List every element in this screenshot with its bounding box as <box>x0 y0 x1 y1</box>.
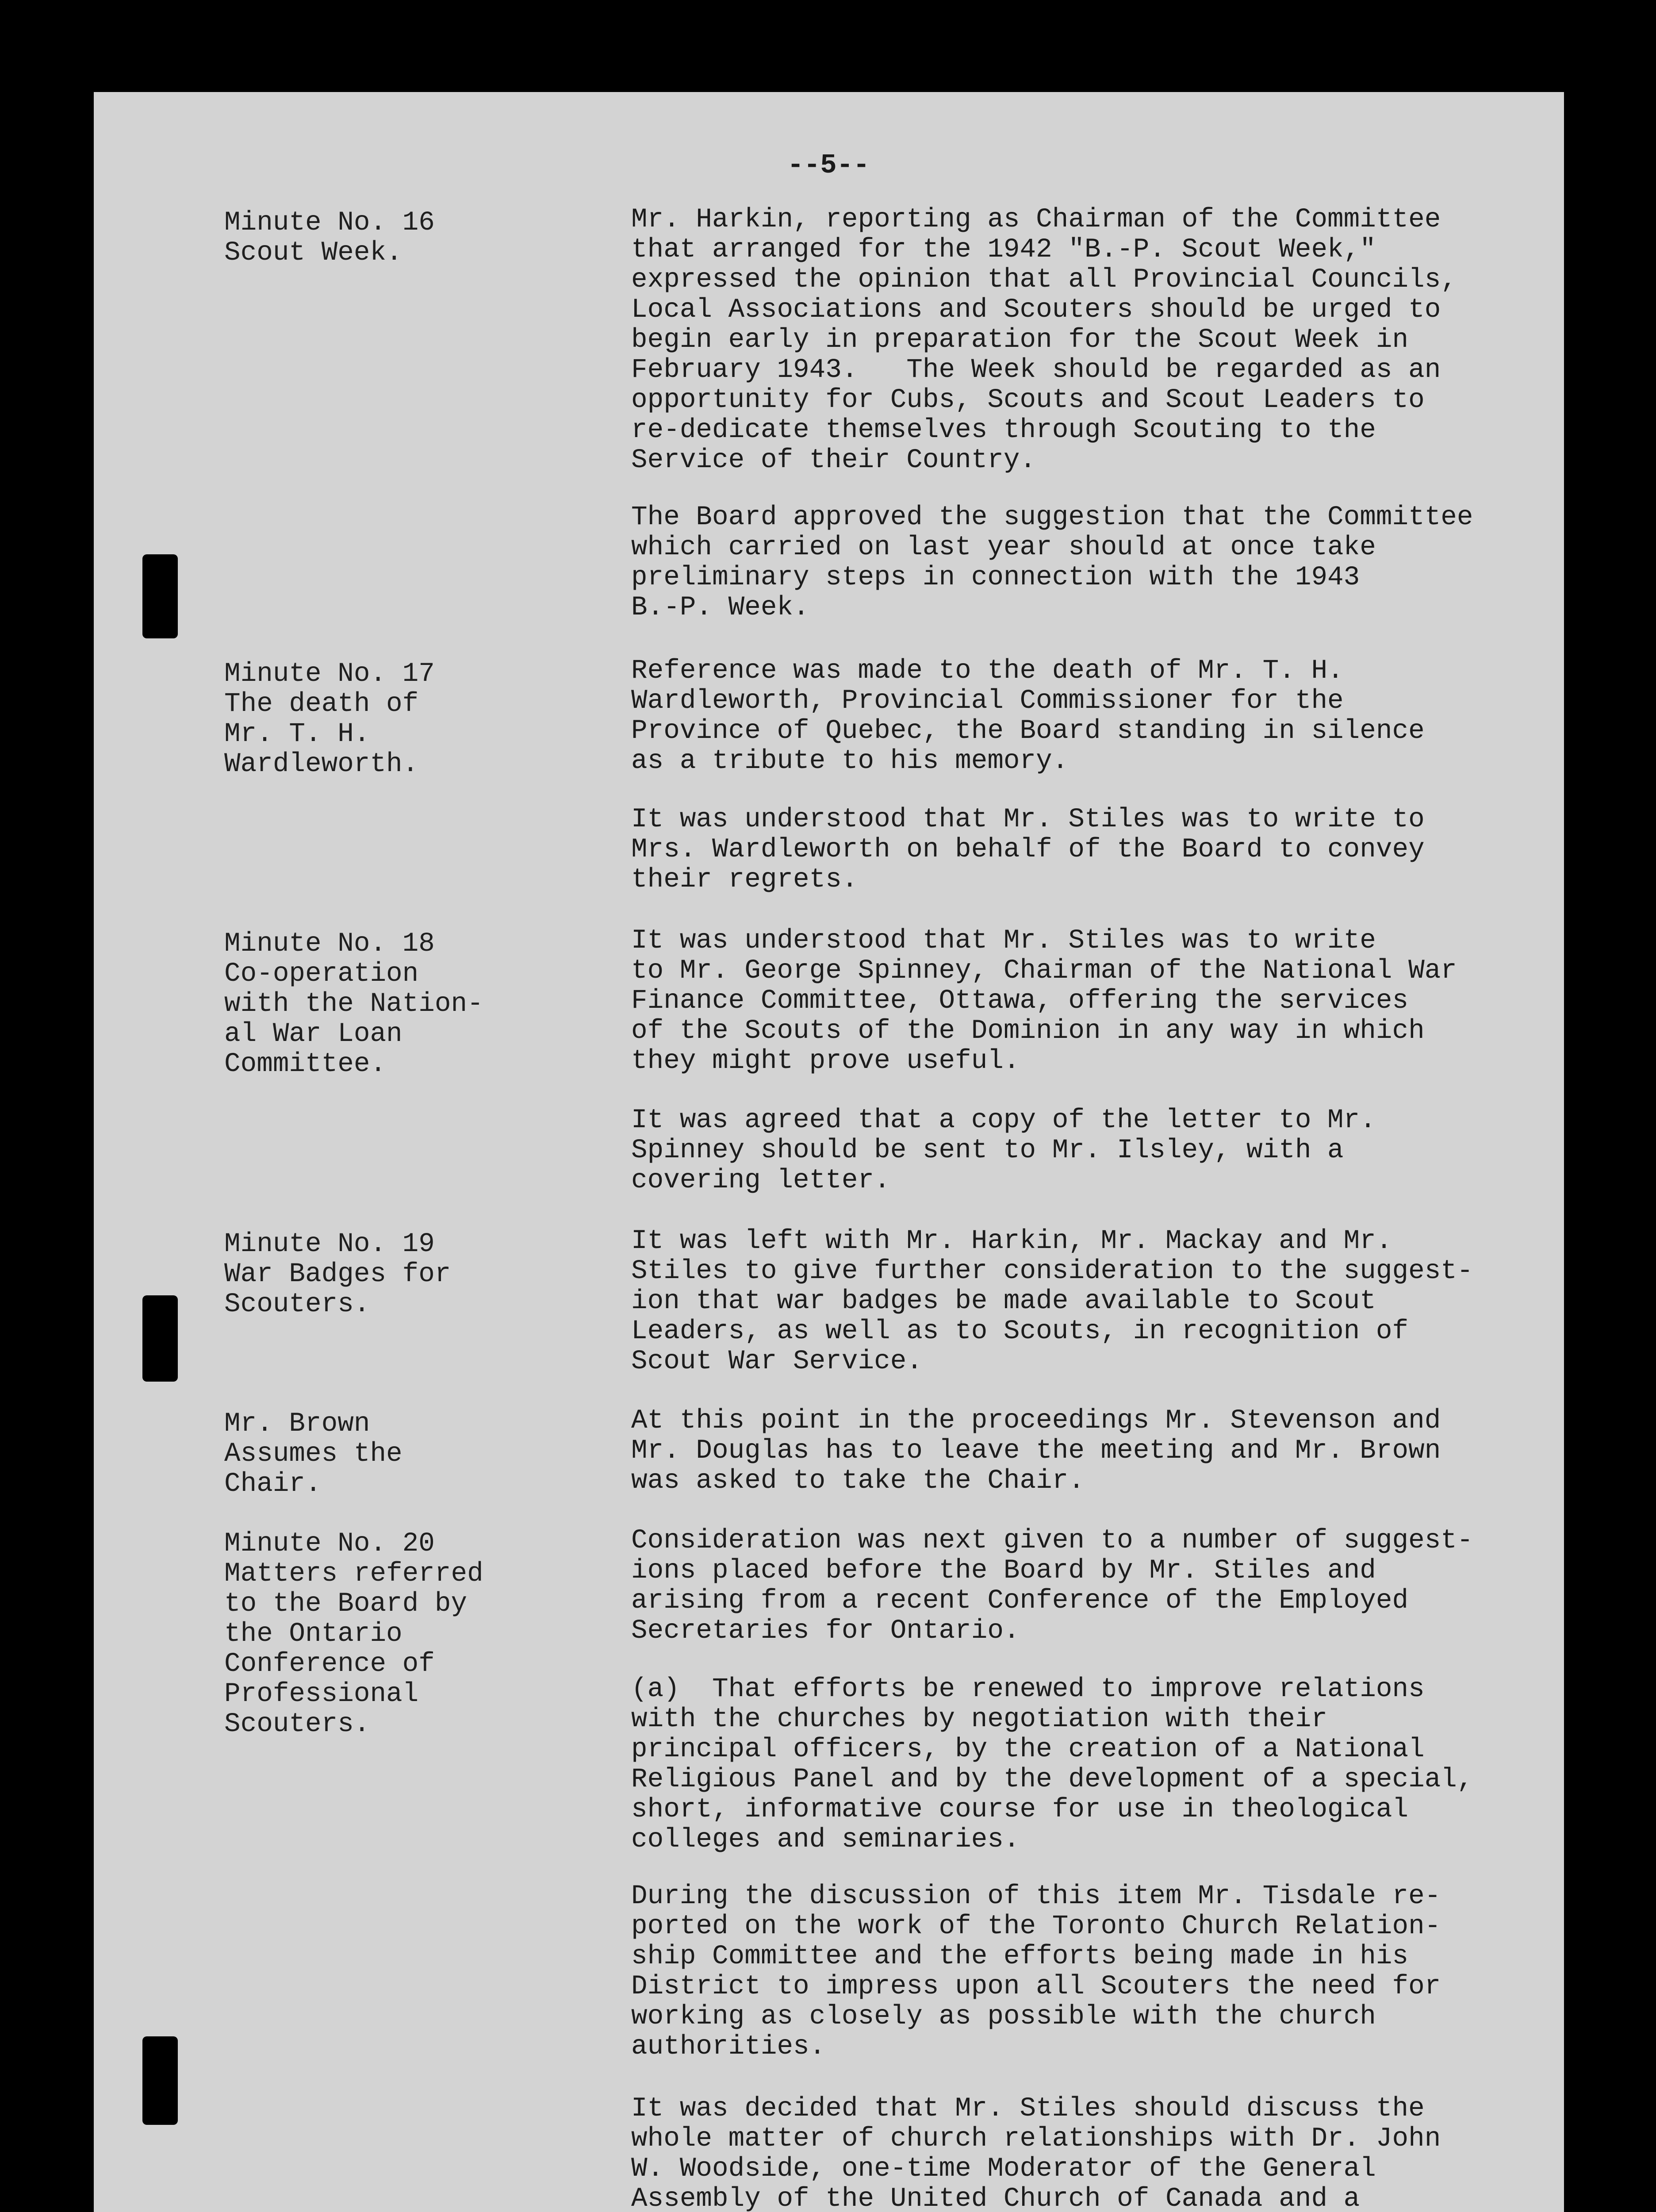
punch-hole-mark <box>142 554 178 638</box>
minute-16-label: Minute No. 16 Scout Week. <box>224 207 435 268</box>
document-page <box>94 92 1564 2212</box>
minute-19-label: Minute No. 19 War Badges for Scouters. <box>224 1229 451 1320</box>
minute-17-paragraph-1: Reference was made to the death of Mr. T. H. Wardleworth, Provincial Commissioner for the Province of Quebec, the Board standing in silence as a tribute to his memory. <box>631 656 1425 776</box>
minute-20-label: Minute No. 20 Matters referred to the Board by the Ontario Conference of Professional Scouters. <box>224 1528 483 1740</box>
punch-hole-mark <box>142 2036 178 2125</box>
page-number: --5-- <box>787 150 870 181</box>
minute-16-paragraph-2: The Board approved the suggestion that the Committee which carried on last year should at once take preliminary steps in connection with the 1943 B.-P. Week. <box>631 502 1473 623</box>
minute-18-paragraph-2: It was agreed that a copy of the letter to Mr. Spinney should be sent to Mr. Ilsley, with a covering letter. <box>631 1105 1376 1196</box>
minute-20-paragraph-4: It was decided that Mr. Stiles should discuss the whole matter of church relationships with Dr. John W. Woodside, one-time Moderator of the General Assembly of the United Church of Canada and a <box>631 2093 1441 2212</box>
minute-18-paragraph-1: It was understood that Mr. Stiles was to write to Mr. George Spinney, Chairman of the National War Finance Committee, Ottawa, offering the services of the Scouts of the Dominion in any way in which they might prove useful. <box>631 926 1457 1076</box>
minute-16-paragraph-1: Mr. Harkin, reporting as Chairman of the Committee that arranged for the 1942 "B.-P. Scout Week," expressed the opinion that all Provincial Councils, Local Associations and Scouters should be urged to begin early in preparation for the Scout Week in February 1943. The Week should be regarded as an opportunity for Cubs, Scouts and Scout Leaders to re-dedicate themselves through Scouting to the Service of their Country. <box>631 204 1457 476</box>
minute-18-label: Minute No. 18 Co-operation with the Nation- al War Loan Committee. <box>224 929 483 1079</box>
minute-20-paragraph-2: (a) That efforts be renewed to improve relations with the churches by negotiation with their principal officers, by the creation of a National Religious Panel and by the development of a special, short, informative course for use in theological colleges and seminaries. <box>631 1674 1473 1855</box>
mr-brown-chair-paragraph: At this point in the proceedings Mr. Stevenson and Mr. Douglas has to leave the meeting and Mr. Brown was asked to take the Chair. <box>631 1406 1441 1496</box>
mr-brown-chair-label: Mr. Brown Assumes the Chair. <box>224 1409 402 1499</box>
minute-17-paragraph-2: It was understood that Mr. Stiles was to write to Mrs. Wardleworth on behalf of the Board to convey their regrets. <box>631 804 1425 895</box>
minute-20-paragraph-3: During the discussion of this item Mr. Tisdale re- ported on the work of the Toronto Church Relation- ship Committee and the efforts being made in his District to impress upon all Scouters the need for working as closely as possible with the church authorities. <box>631 1881 1441 2062</box>
minute-19-paragraph-1: It was left with Mr. Harkin, Mr. Mackay and Mr. Stiles to give further consideration to the suggest- ion that war badges be made available to Scout Leaders, as well as to Scouts, in recognition of Scout War Service. <box>631 1226 1473 1377</box>
minute-17-label: Minute No. 17 The death of Mr. T. H. Wardleworth. <box>224 659 435 780</box>
minute-20-paragraph-1: Consideration was next given to a number of suggest- ions placed before the Board by Mr. Stiles and arising from a recent Conference of the Employed Secretaries for Ontario. <box>631 1525 1473 1646</box>
punch-hole-mark <box>142 1295 178 1382</box>
